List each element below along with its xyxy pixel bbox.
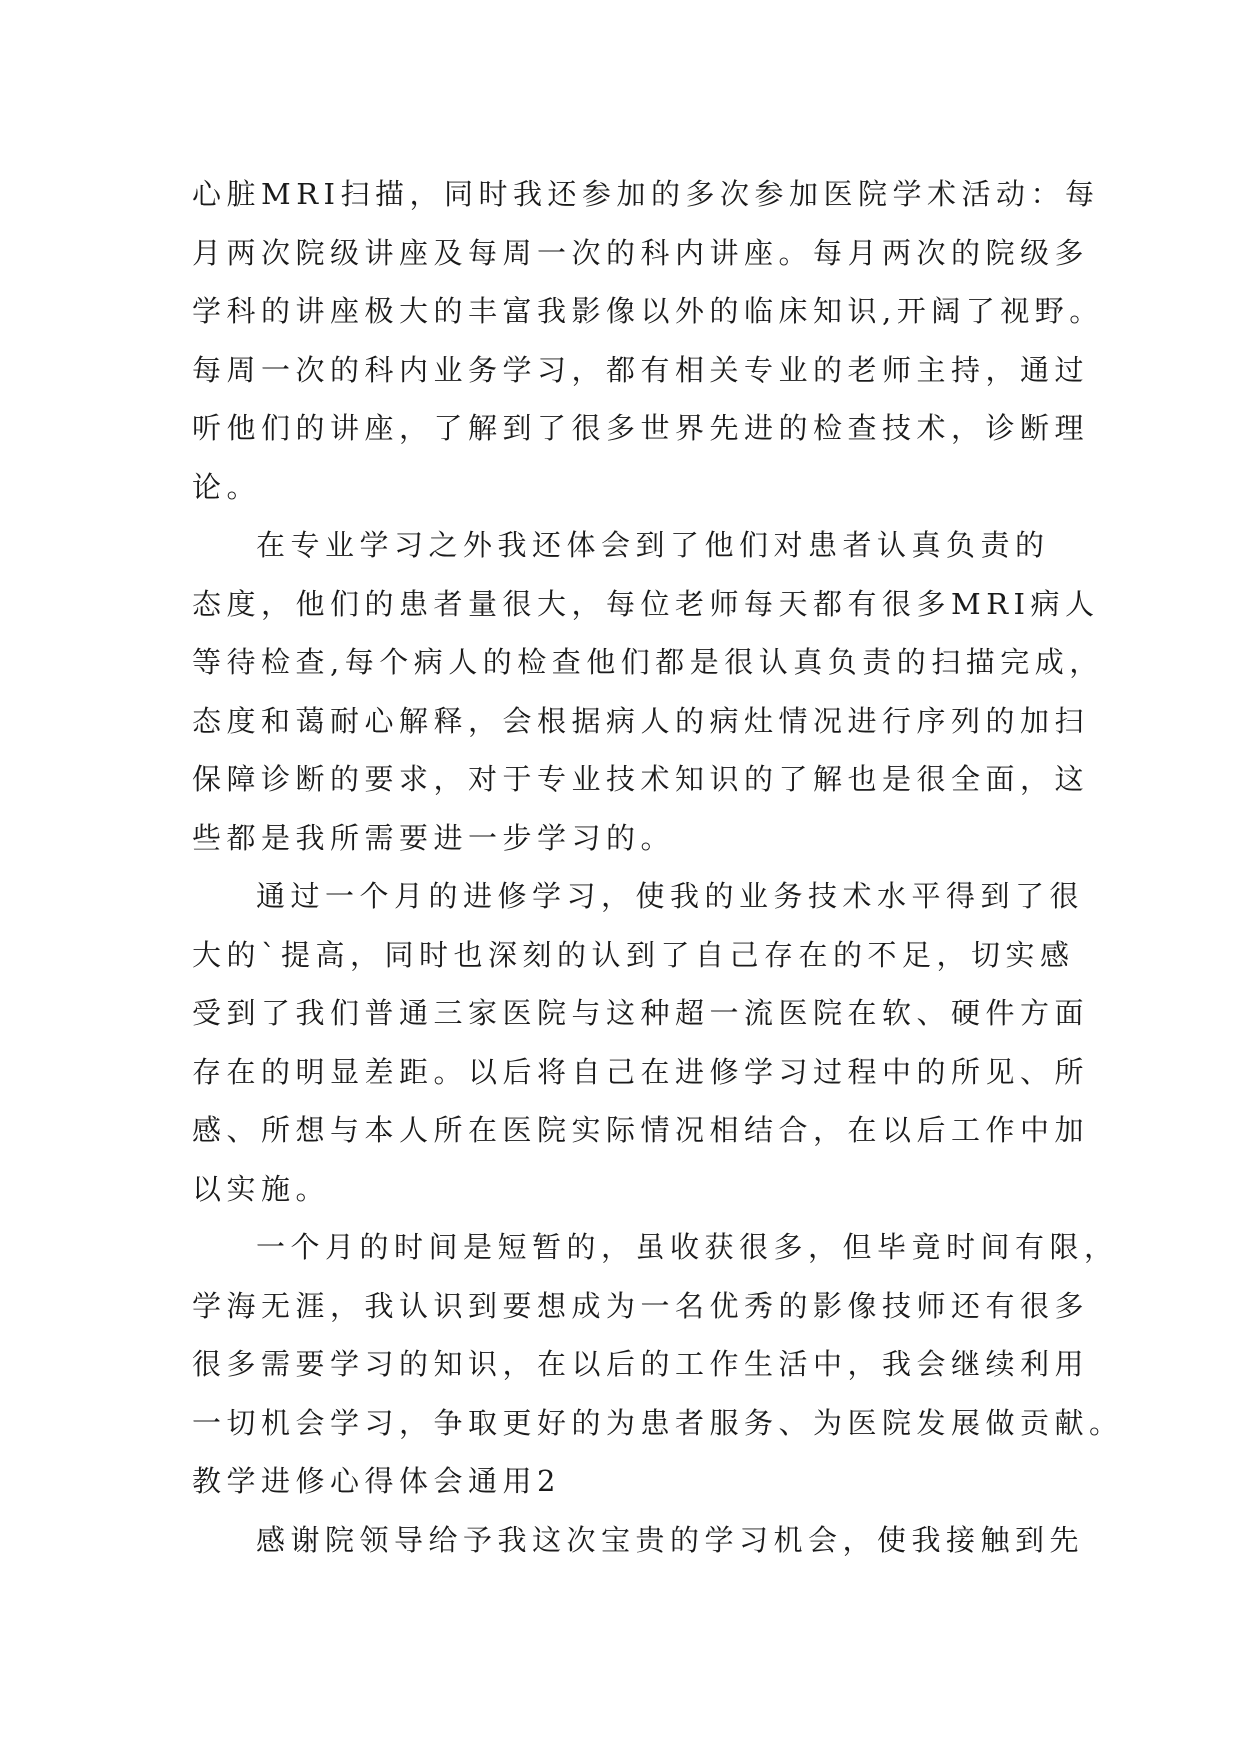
text-line: 存在的明显差距。以后将自己在进修学习过程中的所见、所 — [192, 1054, 1090, 1089]
text-line: 学海无涯，我认识到要想成为一名优秀的影像技师还有很多 — [192, 1288, 1090, 1323]
text-line: 受到了我们普通三家医院与这种超一流医院在软、硬件方面 — [192, 996, 1090, 1030]
text-line: 态度，他们的患者量很大，每位老师每天都有很多MRI病人 — [192, 586, 1100, 621]
text-line: 学科的讲座极大的丰富我影像以外的临床知识,开阔了视野。 — [192, 294, 1104, 328]
text-line: 听他们的讲座，了解到了很多世界先进的检查技术，诊断理 — [192, 411, 1090, 445]
text-line: 心脏MRI扫描，同时我还参加的多次参加医院学术活动：每 — [192, 177, 1100, 211]
text-line: 大的`提高，同时也深刻的认到了自己存在的不足，切实感 — [192, 937, 1075, 972]
text-line: 月两次院级讲座及每周一次的科内讲座。每月两次的院级多 — [192, 235, 1090, 270]
text-line: 保障诊断的要求，对于专业技术知识的了解也是很全面，这 — [192, 762, 1090, 796]
text-line: 感、所想与本人所在医院实际情况相结合，在以后工作中加 — [192, 1113, 1090, 1147]
document-body — [192, 165, 1124, 1569]
text-line: 一个月的时间是短暂的，虽收获很多，但毕竟时间有限， — [256, 1230, 1119, 1264]
text-line: 些都是我所需要进一步学习的。 — [192, 820, 676, 855]
text-line: 论。 — [192, 469, 262, 504]
text-line: 感谢院领导给予我这次宝贵的学习机会，使我接触到先 — [256, 1522, 1085, 1557]
text-line: 很多需要学习的知识，在以后的工作生活中，我会继续利用 — [192, 1347, 1090, 1381]
text-line: 通过一个月的进修学习，使我的业务技术水平得到了很 — [256, 879, 1085, 913]
text-line: 在专业学习之外我还体会到了他们对患者认真负责的 — [256, 528, 1050, 562]
text-line: 等待检查,每个病人的检查他们都是很认真负责的扫描完成， — [192, 645, 1104, 679]
text-line: 态度和蔼耐心解释，会根据病人的病灶情况进行序列的加扫 — [192, 703, 1090, 738]
text-line: 以实施。 — [192, 1171, 331, 1206]
section-heading: 教学进修心得体会通用2 — [192, 1464, 561, 1498]
text-line: 每周一次的科内业务学习，都有相关专业的老师主持，通过 — [192, 352, 1090, 387]
text-line: 一切机会学习，争取更好的为患者服务、为医院发展做贡献。 — [192, 1405, 1124, 1440]
